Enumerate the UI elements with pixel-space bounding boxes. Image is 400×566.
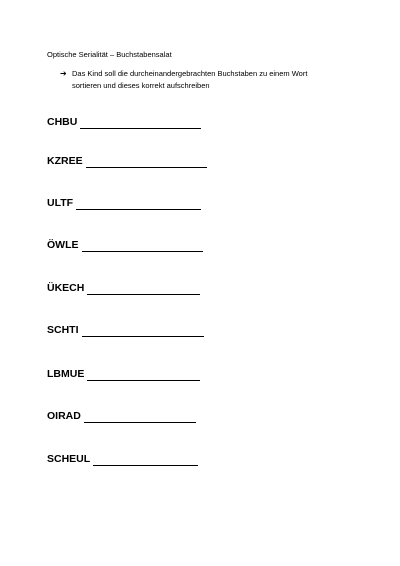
scrambled-word-row-2 <box>47 154 207 168</box>
answer-line <box>86 157 207 168</box>
instruction-line-1: Das Kind soll die durcheinandergebrachten Buchstaben zu einem Wort <box>72 69 308 78</box>
scrambled-word: ULTF <box>47 197 74 209</box>
scrambled-word: ÖWLE <box>47 239 79 251</box>
scrambled-word: OIRAD <box>47 410 81 422</box>
answer-line <box>76 199 201 210</box>
answer-line <box>93 455 198 466</box>
answer-line <box>87 370 200 381</box>
scrambled-word-row-6 <box>47 323 204 337</box>
right-arrow-icon: ➔ <box>60 69 67 78</box>
scrambled-word: LBMUE <box>47 368 85 380</box>
scrambled-word: SCHEUL <box>47 453 91 465</box>
scrambled-word: SCHTI <box>47 324 79 336</box>
worksheet-heading: Optische Serialität – Buchstabensalat <box>47 50 172 59</box>
answer-line <box>82 326 204 337</box>
instruction-line-2: sortieren und dieses korrekt aufschreiben <box>72 81 210 90</box>
scrambled-word: ÜKECH <box>47 282 85 294</box>
scrambled-word-row-7 <box>47 367 200 381</box>
scrambled-word-row-8 <box>47 409 196 423</box>
scrambled-word: CHBU <box>47 116 78 128</box>
scrambled-word-row-4 <box>47 238 203 252</box>
scrambled-word-row-5 <box>47 281 200 295</box>
answer-line <box>84 412 196 423</box>
answer-line <box>82 241 203 252</box>
answer-line <box>87 284 200 295</box>
answer-line <box>80 118 201 129</box>
scrambled-word-row-1 <box>47 115 201 129</box>
scrambled-word: KZREE <box>47 155 83 167</box>
scrambled-word-row-3 <box>47 196 201 210</box>
scrambled-word-row-9 <box>47 452 198 466</box>
